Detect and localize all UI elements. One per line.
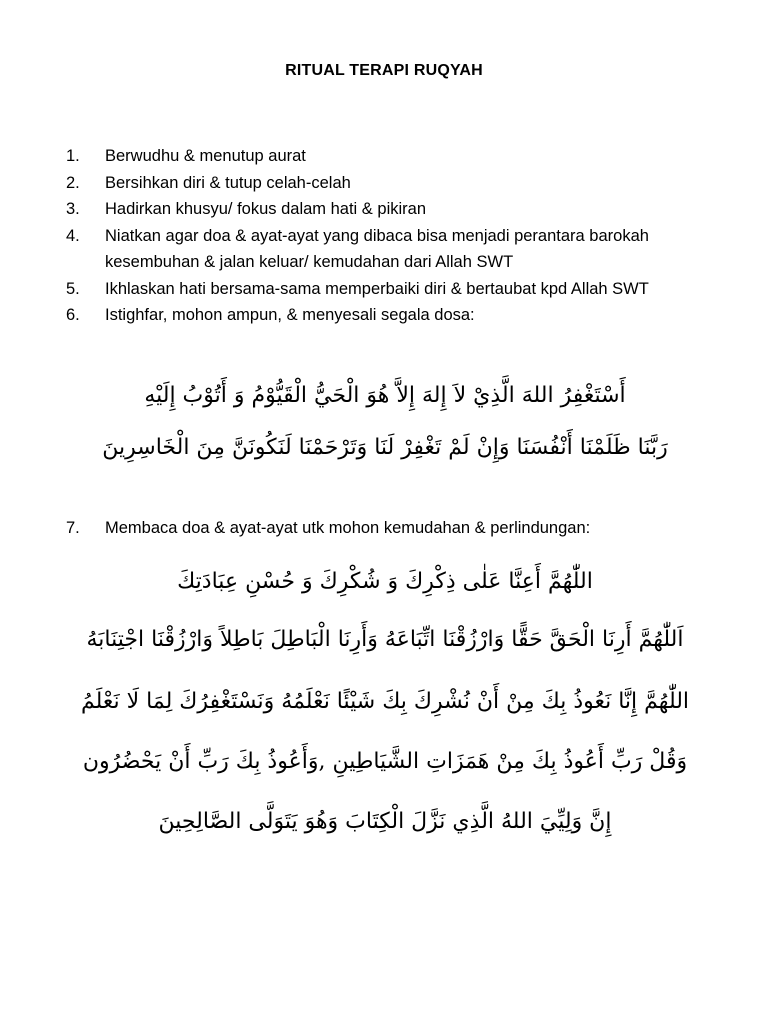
steps-list bbox=[66, 143, 706, 329]
arabic-prayer-line: اَللّٰهُمَّ أَرِنَا الْحَقَّ حَقًّا وَارْزُقْنَا اتِّبَاعَهُ وَأَرِنَا الْبَاطِلَ بَاطِلاً وَارْزُقْنَا اجْتِنَابَهُ bbox=[86, 627, 684, 652]
list-item bbox=[66, 170, 706, 197]
list-item-number: 7. bbox=[66, 519, 80, 537]
list-item-number: 2. bbox=[66, 173, 80, 192]
list-item bbox=[66, 196, 706, 223]
list-item-text: Niatkan agar doa & ayat-ayat yang dibaca bisa menjadi perantara barokah kesembuhan & jalan keluar/ kemudahan dari Allah SWT bbox=[105, 226, 649, 271]
list-item bbox=[66, 302, 706, 329]
list-item-number: 6. bbox=[66, 306, 80, 324]
arabic-istighfar-line: رَبَّنَا ظَلَمْنَا أَنْفُسَنَا وَإِنْ لَمْ تَغْفِرْ لَنَا وَتَرْحَمْنَا لَنَكُونَنَّ مِنَ الْخَاسِرِينَ bbox=[102, 435, 668, 460]
list-item-number: 1. bbox=[66, 147, 80, 165]
arabic-istighfar-line: أَسْتَغْفِرُ اللهَ الَّذِيْ لاَ إِلهَ إِلاَّ هُوَ الْحَيُّ الْقَيُّوْمُ وَ أَتُوْبُ إِلَيْهِ bbox=[144, 383, 626, 408]
list-item-text: Istighfar, mohon ampun, & menyesali segala dosa: bbox=[105, 306, 475, 324]
arabic-prayer-line: وَقُلْ رَبِّ أَعُوذُ بِكَ مِنْ هَمَزَاتِ الشَّيَاطِينِ ,وَأَعُوذُ بِكَ رَبِّ أَنْ يَحْضُرُون bbox=[82, 749, 688, 774]
list-item bbox=[66, 515, 706, 542]
list-item-text: Berwudhu & menutup aurat bbox=[105, 147, 306, 165]
list-item bbox=[66, 223, 706, 276]
list-item-number: 5. bbox=[66, 279, 80, 298]
list-item bbox=[66, 143, 706, 170]
list-item-text: Bersihkan diri & tutup celah-celah bbox=[105, 173, 351, 192]
arabic-prayer-line: إِنَّ وَلِيِّيَ اللهُ الَّذِي نَزَّلَ الْكِتَابَ وَهُوَ يَتَوَلَّى الصَّالِحِينَ bbox=[158, 809, 612, 834]
list-item-number: 4. bbox=[66, 226, 80, 245]
list-item-text: Membaca doa & ayat-ayat utk mohon kemudahan & perlindungan: bbox=[105, 519, 591, 537]
list-item-text: Ikhlaskan hati bersama-sama memperbaiki diri & bertaubat kpd Allah SWT bbox=[105, 279, 649, 298]
arabic-prayer-line: اللّٰهُمَّ إِنَّا نَعُوذُ بِكَ مِنْ أَنْ نُشْرِكَ بِكَ شَيْئًا نَعْلَمُهُ وَنَسْتَغْفِرُكَ لِمَا لَا نَعْلَمُ bbox=[80, 689, 690, 714]
list-item bbox=[66, 276, 706, 303]
list-item-number: 3. bbox=[66, 200, 80, 218]
list-item-text: Hadirkan khusyu/ fokus dalam hati & pikiran bbox=[105, 200, 426, 218]
steps-list-continued bbox=[66, 515, 706, 542]
document-title: RITUAL TERAPI RUQYAH bbox=[285, 62, 483, 79]
arabic-prayer-line: اللّٰهُمَّ أَعِنَّا عَلٰى ذِكْرِكَ وَ شُكْرِكَ وَ حُسْنِ عِبَادَتِكَ bbox=[177, 569, 593, 594]
